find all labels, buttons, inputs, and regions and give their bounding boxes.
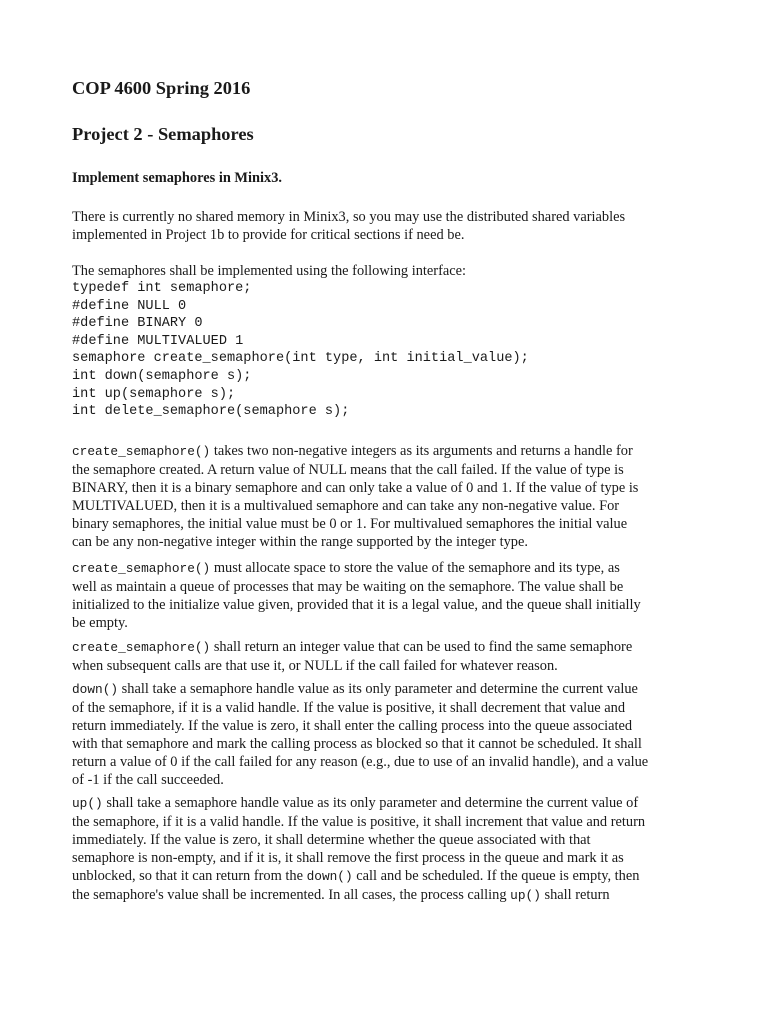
function-name: up() [72,796,103,811]
paragraph-line: binary semaphores, the initial value must be 0 or 1. For multivalued semaphores the initial value [72,516,628,532]
paragraph-line: semaphore is non-empty, and if it is, it shall remove the first process in the queue and mark it as [72,850,624,866]
paragraph-text: takes two non-negative integers as its arguments and returns a handle for [210,443,633,459]
interface-lead: The semaphores shall be implemented using the following interface: [72,263,467,279]
paragraph-line: initialized to the initialize value given, provided that it is a legal value, and the queue shall initially [72,597,641,613]
code-line: #define NULL 0 [72,298,187,314]
paragraph-line: BINARY, then it is a binary semaphore and can only take a value of 0 and 1. If the value of type is [72,480,639,496]
function-name: down() [306,869,353,884]
paragraph-text: unblocked, so that it can return from the [72,868,307,884]
paragraph-line [72,680,692,699]
paragraph-line: when subsequent calls are that use it, or NULL if the call failed for whatever reason. [72,658,558,674]
paragraph-text: shall return an integer value that can be used to find the same semaphore [210,639,633,655]
paragraph-text: the semaphore's value shall be incremented. In all cases, the process calling [72,887,511,903]
code-line: int delete_semaphore(semaphore s); [72,404,350,420]
paragraph-line: well as maintain a queue of processes that may be waiting on the semaphore. The value shall be [72,579,624,595]
course-title: COP 4600 Spring 2016 [72,78,251,98]
interface-paragraph [72,263,692,421]
code-line: int up(semaphore s); [72,386,236,402]
paragraph-line: be empty. [72,615,128,631]
paragraph-line: the semaphore created. A return value of NULL means that the call failed. If the value of type is [72,462,624,478]
paragraph-line: MULTIVALUED, then it is a multivalued semaphore and can take any non-negative value. For [72,498,620,514]
paragraph-text: shall return [540,887,610,903]
function-name: create_semaphore() [72,444,211,459]
code-line: semaphore create_semaphore(int type, int initial_value); [72,351,529,367]
paragraph-line: can be any non-negative integer within the range supported by the integer type. [72,534,528,550]
paragraph-line [72,638,692,657]
paragraph-line [72,559,692,578]
code-line: #define MULTIVALUED 1 [72,333,244,349]
function-name: create_semaphore() [72,640,211,655]
project-title: Project 2 - Semaphores [72,124,254,144]
paragraph-line [72,794,692,813]
function-name: up() [510,888,541,903]
paragraph-line: the semaphore, if it is a valid handle. If the value is positive, it shall increment that value and return [72,814,646,830]
paragraph-line [72,442,692,461]
function-name: down() [72,682,119,697]
create-semaphore-return-paragraph [72,638,692,675]
create-semaphore-storage-paragraph [72,559,692,632]
paragraph-text: shall take a semaphore handle value as its only parameter and determine the current value [118,681,638,697]
intro-paragraph [72,208,692,244]
paragraph-line: immediately. If the value is zero, it shall determine whether the queue associated with that [72,832,591,848]
paragraph-text: call and be scheduled. If the queue is empty, then [352,868,640,884]
code-line: #define BINARY 0 [72,316,203,332]
intro-line: implemented in Project 1b to provide for critical sections if need be. [72,227,465,243]
create-semaphore-paragraph [72,442,692,551]
paragraph-line: of -1 if the call succeeded. [72,772,224,788]
down-paragraph [72,680,692,789]
intro-line: There is currently no shared memory in Minix3, so you may use the distributed shared variables [72,209,626,225]
paragraph-line [72,867,692,886]
code-line: int down(semaphore s); [72,368,252,384]
paragraph-line: of the semaphore, if it is a valid handle. If the value is positive, it shall decrement that value and [72,700,626,716]
paragraph-line: with that semaphore and mark the calling process as blocked so that it cannot be scheduled. It shall [72,736,642,752]
paragraph-text: must allocate space to store the value of the semaphore and its type, as [210,560,620,576]
paragraph-text: shall take a semaphore handle value as its only parameter and determine the current value of [102,795,639,811]
code-line: typedef int semaphore; [72,281,252,296]
paragraph-line: return a value of 0 if the call failed for any reason (e.g., due to use of an invalid handle), and a value [72,754,649,770]
section-subtitle: Implement semaphores in Minix3. [72,170,282,186]
function-name: create_semaphore() [72,561,211,576]
paragraph-line [72,886,692,905]
up-paragraph [72,794,692,905]
paragraph-line: return immediately. If the value is zero, it shall enter the calling process into the queue associated [72,718,633,734]
